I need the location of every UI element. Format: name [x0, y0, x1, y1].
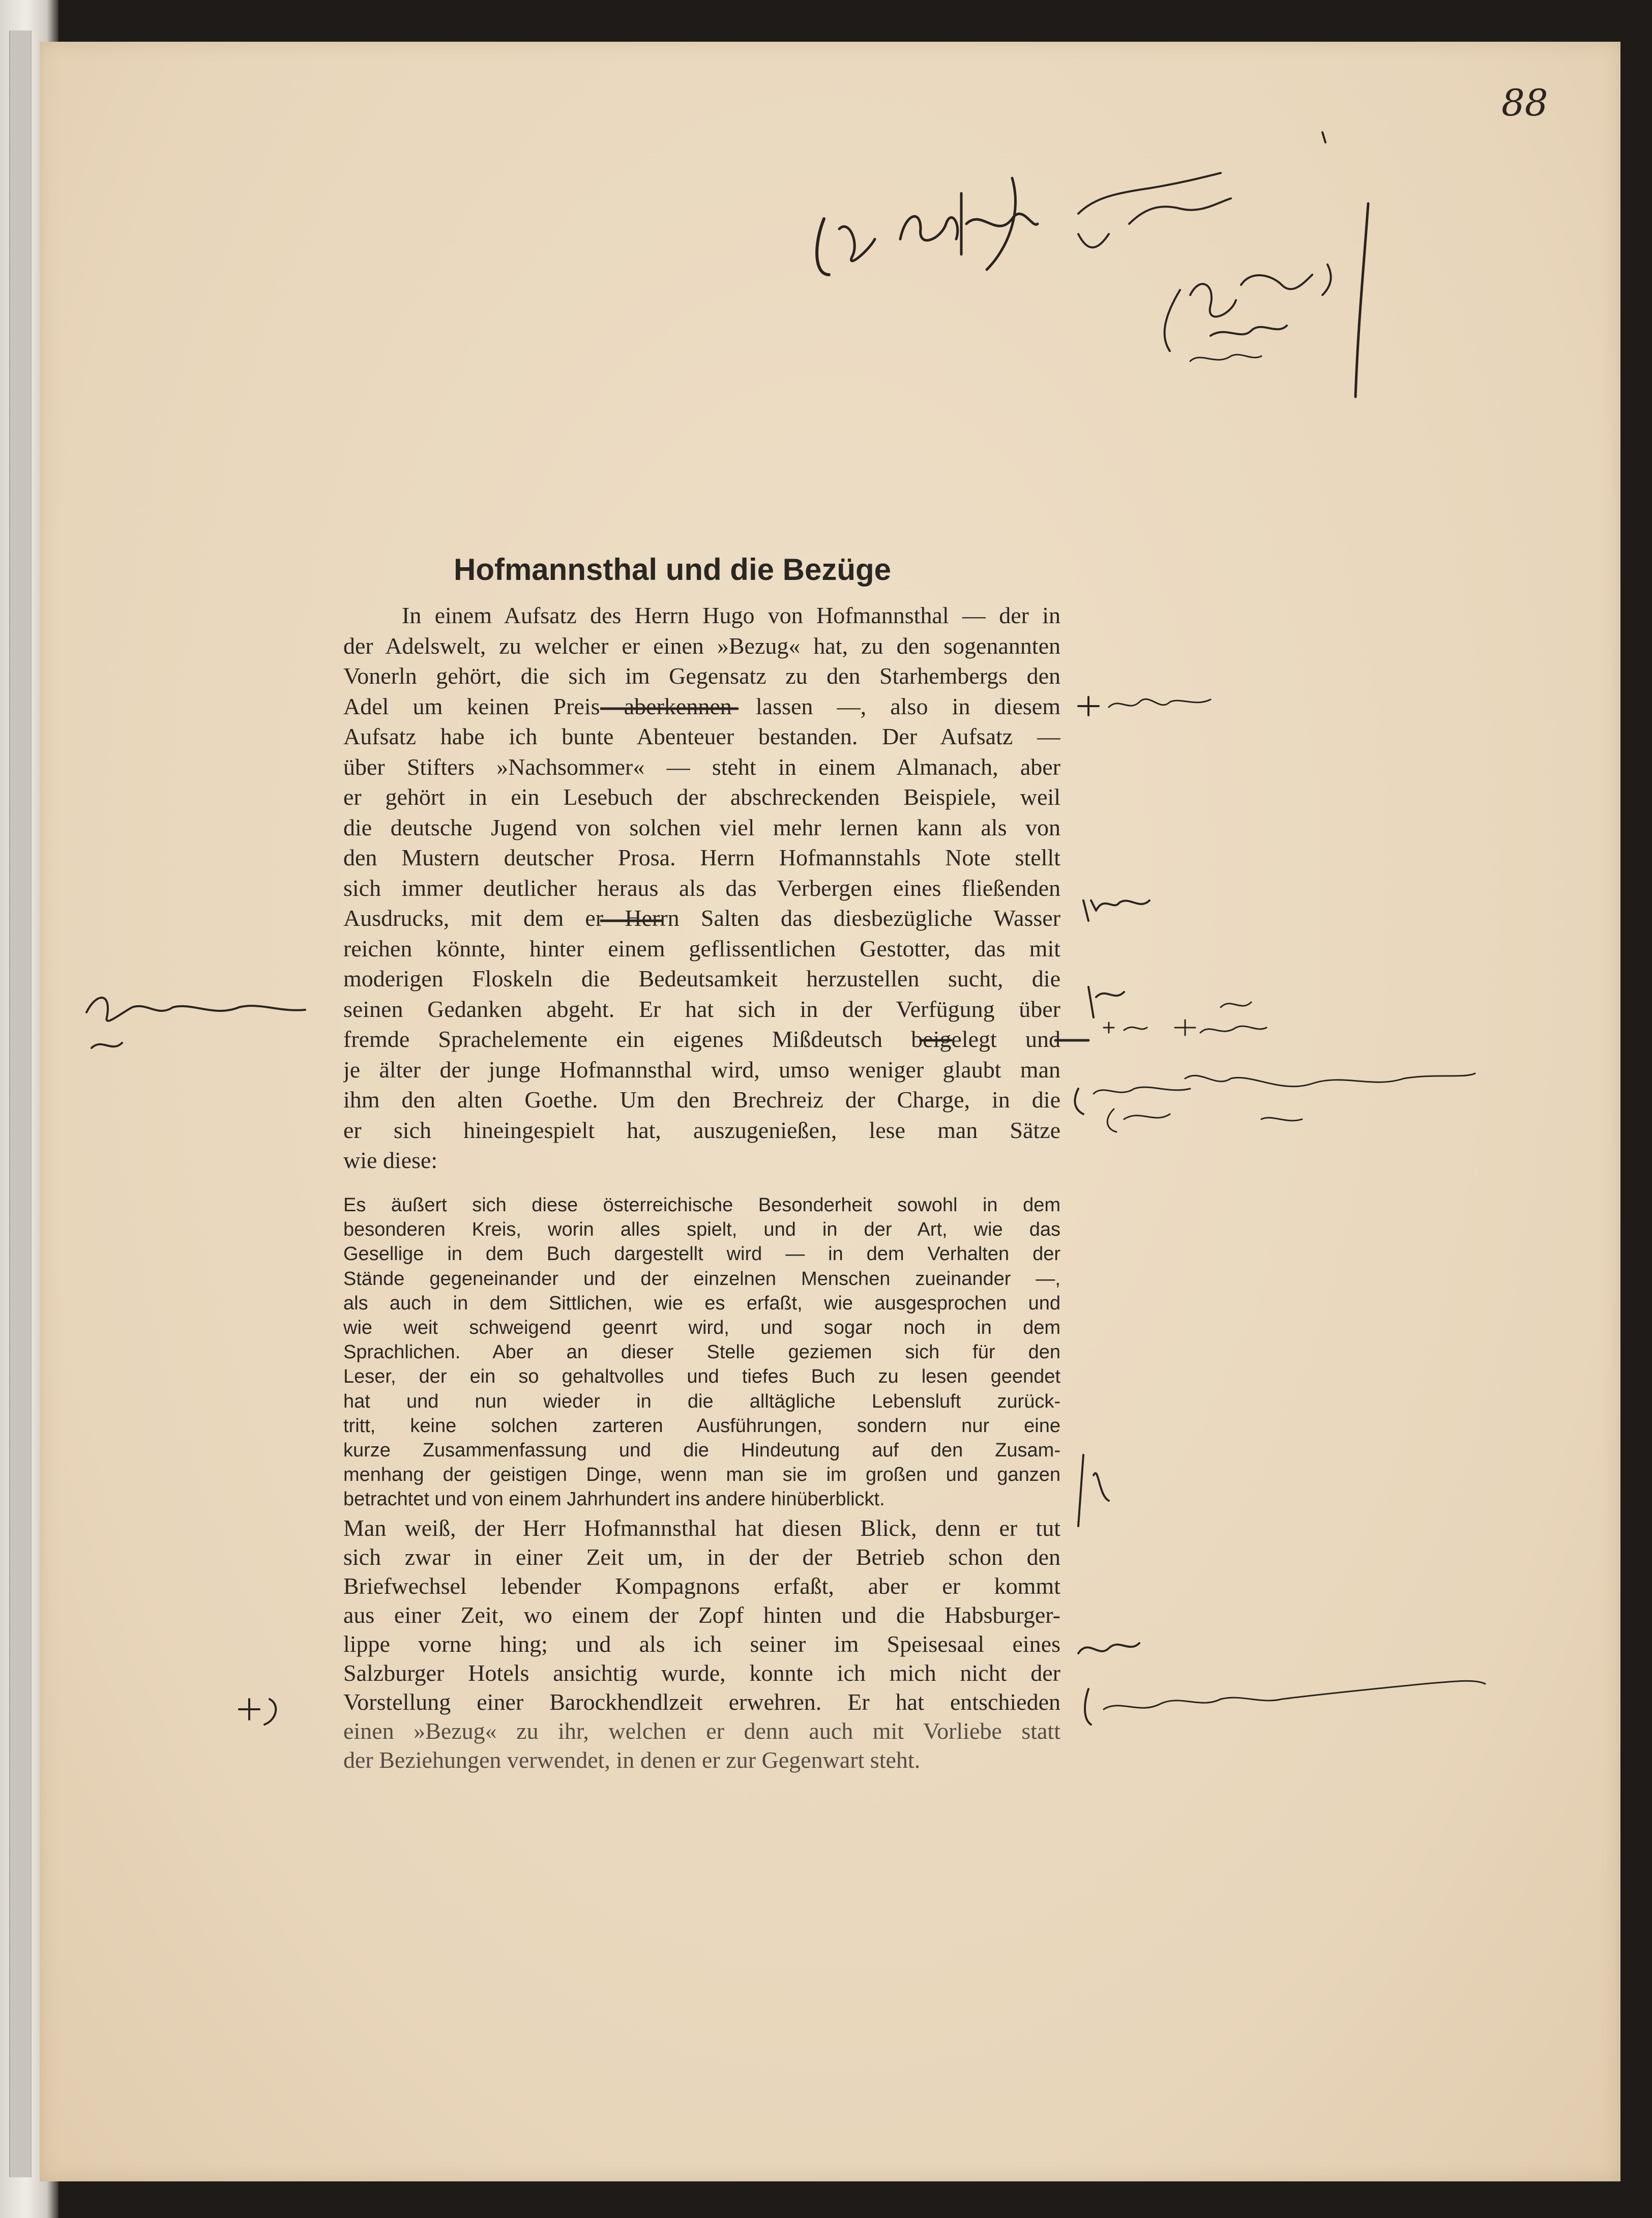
quote-line: Es äußert sich diese österreichische Besonderheit sowohl in dem	[343, 1194, 1060, 1216]
article-title: Hofmannsthal und die Bezüge	[454, 552, 892, 587]
text-line: Man weiß, der Herr Hofmannsthal hat diesen Blick, denn er tut	[343, 1515, 1060, 1541]
quote-line: menhang der geistigen Dinge, wenn man sie im großen und ganzen	[343, 1464, 1060, 1486]
paragraph-1	[343, 600, 1060, 1176]
quote-line: tritt, keine solchen zarteren Ausführungen, sondern nur eine	[343, 1415, 1060, 1437]
text-line: fremde Sprachelemente ein eigenes Mißdeutsch beigelegt und	[343, 1026, 1060, 1052]
text-line: einen »Bezug« zu ihr, welchen er denn auch mit Vorliebe statt	[343, 1718, 1060, 1744]
text-line: seinen Gedanken abgeht. Er hat sich in der Verfügung über	[343, 996, 1060, 1022]
quote-line: Gesellige in dem Buch dargestellt wird — in dem Verhalten der	[343, 1243, 1060, 1265]
text-line: den Mustern deutscher Prosa. Herrn Hofmannstahls Note stellt	[343, 844, 1060, 870]
text-line: der Beziehungen verwendet, in denen er zur Gegenwart steht.	[343, 1747, 921, 1773]
text-line: moderigen Floskeln die Bedeutsamkeit herzustellen sucht, die	[343, 966, 1060, 991]
text-line: über Stifters »Nachsommer« — steht in einem Almanach, aber	[343, 753, 1060, 780]
text-line: aus einer Zeit, wo einem der Zopf hinten und die Habsburger-	[343, 1602, 1060, 1628]
quote-line: besonderen Kreis, worin alles spielt, und in der Art, wie das	[343, 1219, 1060, 1241]
quote-line: Leser, der ein so gehaltvolles und tiefes Buch zu lesen geendet	[343, 1366, 1060, 1388]
text-line: der Adelswelt, zu welcher er einen »Bezug« hat, zu den sogenannten	[343, 632, 1060, 659]
text-line: Vorstellung einer Barockhendlzeit erwehren. Er hat entschieden	[343, 1689, 1060, 1715]
text-line: lippe vorne hing; und als ich seiner im Speisesaal eines	[343, 1631, 1060, 1657]
text-line: Briefwechsel lebender Kompagnons erfaßt, aber er kommt	[343, 1573, 1060, 1599]
text-line: ihm den alten Goethe. Um den Brechreiz der Charge, in die	[343, 1087, 1060, 1113]
text-line: Ausdrucks, mit dem er Herrn Salten das diesbezügliche Wasser	[343, 905, 1060, 931]
text-line: Vonerln gehört, die sich im Gegensatz zu den Starhembergs den	[343, 663, 1060, 689]
text-line: je älter der junge Hofmannsthal wird, umso weniger glaubt man	[343, 1056, 1060, 1083]
binder-strip	[9, 31, 32, 2177]
paragraph-2	[343, 1513, 1060, 1774]
text-line: sich immer deutlicher heraus als das Verbergen eines fließenden	[343, 874, 1060, 901]
text-line: sich zwar in einer Zeit um, in der der Betrieb schon den	[343, 1544, 1060, 1570]
text-line: er gehört in ein Lesebuch der abschreckenden Beispiele, weil	[343, 784, 1060, 810]
text-line: die deutsche Jugend von solchen viel mehr lernen kann als von	[343, 814, 1060, 840]
quote-line: Sprachlichen. Aber an dieser Stelle geziemen sich für den	[343, 1341, 1060, 1363]
text-line: wie diese:	[343, 1147, 438, 1173]
quote-line: hat und nun wieder in die alltägliche Lebensluft zurück-	[343, 1390, 1060, 1412]
text-line: reichen könnte, hinter einem geflissentlichen Gestotter, das mit	[343, 935, 1060, 961]
text-line: Aufsatz habe ich bunte Abenteuer bestanden. Der Aufsatz —	[343, 723, 1060, 749]
quote-line: kurze Zusammenfassung und die Hindeutung auf den Zusam-	[343, 1439, 1060, 1461]
text-line: In einem Aufsatz des Herrn Hugo von Hofmannsthal — der in	[402, 602, 1060, 628]
quote-line: wie weit schweigend geenrt wird, und sogar noch in dem	[343, 1317, 1060, 1338]
quote-line: betrachtet und von einem Jahrhundert ins andere hinüberblickt.	[343, 1489, 885, 1510]
quote-line: Stände gegeneinander und der einzelnen Menschen zueinander —,	[343, 1268, 1060, 1290]
text-line: Adel um keinen Preis aberkennen lassen —, also in diesem	[343, 693, 1060, 719]
text-line: er sich hineingespielt hat, auszugenießen, lese man Sätze	[343, 1117, 1060, 1143]
block-quote	[343, 1193, 1060, 1511]
quote-line: als auch in dem Sittlichen, wie es erfaßt, wie ausgesprochen und	[343, 1292, 1060, 1314]
page-number: 88	[1501, 81, 1548, 124]
text-line: Salzburger Hotels ansichtig wurde, konnte ich mich nicht der	[343, 1660, 1060, 1686]
